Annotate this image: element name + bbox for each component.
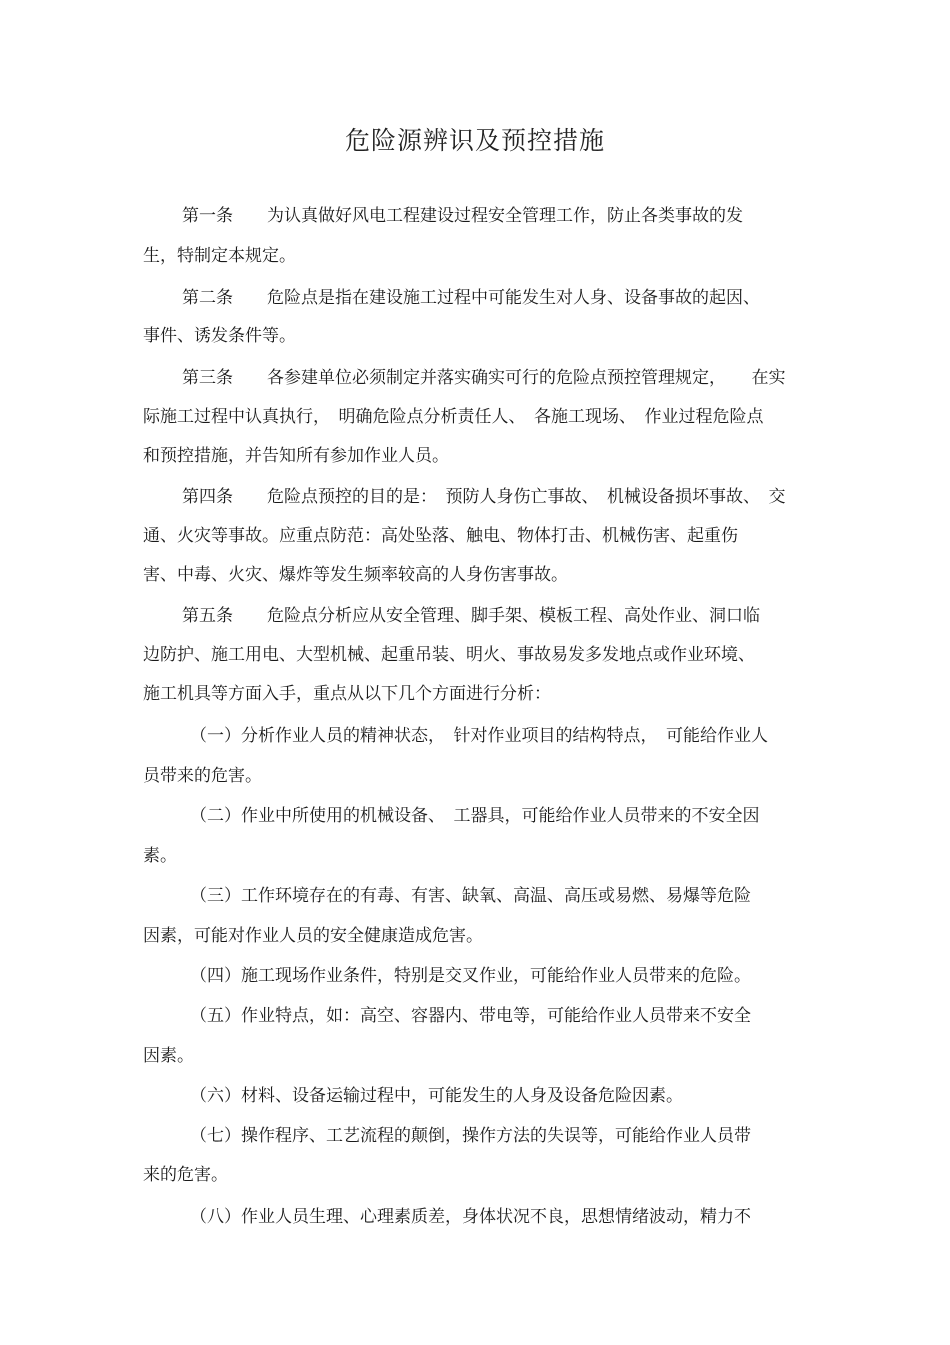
item-3-line-2: 因素，可能对作业人员的安全健康造成危害。 xyxy=(143,926,483,946)
item-1-line-2: 员带来的危害。 xyxy=(143,766,262,786)
article-5-line-1: 第五条 危险点分析应从安全管理、脚手架、模板工程、高处作业、洞口临 xyxy=(182,606,760,626)
article-2-line-2: 事件、诱发条件等。 xyxy=(143,326,296,346)
item-4-line-1: （四）施工现场作业条件，特别是交叉作业，可能给作业人员带来的危险。 xyxy=(190,966,751,986)
article-5-line-3: 施工机具等方面入手，重点从以下几个方面进行分析： xyxy=(143,684,551,704)
article-4-line-1: 第四条 危险点预控的目的是： 预防人身伤亡事故、 机械设备损坏事故、 交 xyxy=(182,487,786,507)
item-1-line-1: （一）分析作业人员的精神状态， 针对作业项目的结构特点， 可能给作业人 xyxy=(190,726,768,746)
item-2-line-1: （二）作业中所使用的机械设备、 工器具，可能给作业人员带来的不安全因 xyxy=(190,806,760,826)
document-title: 危险源辨识及预控措施 xyxy=(344,126,605,155)
item-5-line-1: （五）作业特点，如：高空、容器内、带电等，可能给作业人员带来不安全 xyxy=(190,1006,751,1026)
item-5-line-2: 因素。 xyxy=(143,1046,194,1066)
article-3-line-1: 第三条 各参建单位必须制定并落实确实可行的危险点预控管理规定， 在实 xyxy=(182,368,786,388)
article-4-line-2: 通、火灾等事故。应重点防范：高处坠落、触电、物体打击、机械伤害、起重伤 xyxy=(143,526,738,546)
item-8-line-1: （八）作业人员生理、心理素质差，身体状况不良，思想情绪波动，精力不 xyxy=(190,1207,751,1227)
article-1-line-1: 第一条 为认真做好风电工程建设过程安全管理工作，防止各类事故的发 xyxy=(182,206,743,226)
article-4-line-3: 害、中毒、火灾、爆炸等发生频率较高的人身伤害事故。 xyxy=(143,565,568,585)
item-7-line-1: （七）操作程序、工艺流程的颠倒，操作方法的失误等，可能给作业人员带 xyxy=(190,1126,751,1146)
article-2-line-1: 第二条 危险点是指在建设施工过程中可能发生对人身、设备事故的起因、 xyxy=(182,288,760,308)
article-5-line-2: 边防护、施工用电、大型机械、起重吊装、明火、事故易发多发地点或作业环境、 xyxy=(143,645,755,665)
item-2-line-2: 素。 xyxy=(143,846,177,866)
item-7-line-2: 来的危害。 xyxy=(143,1165,228,1185)
item-6-line-1: （六）材料、设备运输过程中，可能发生的人身及设备危险因素。 xyxy=(190,1086,683,1106)
article-3-line-3: 和预控措施，并告知所有参加作业人员。 xyxy=(143,446,449,466)
item-3-line-1: （三）工作环境存在的有毒、有害、缺氧、高温、高压或易燃、易爆等危险 xyxy=(190,886,751,906)
article-1-line-2: 生，特制定本规定。 xyxy=(143,246,296,266)
article-3-line-2: 际施工过程中认真执行， 明确危险点分析责任人、 各施工现场、 作业过程危险点 xyxy=(143,407,764,427)
